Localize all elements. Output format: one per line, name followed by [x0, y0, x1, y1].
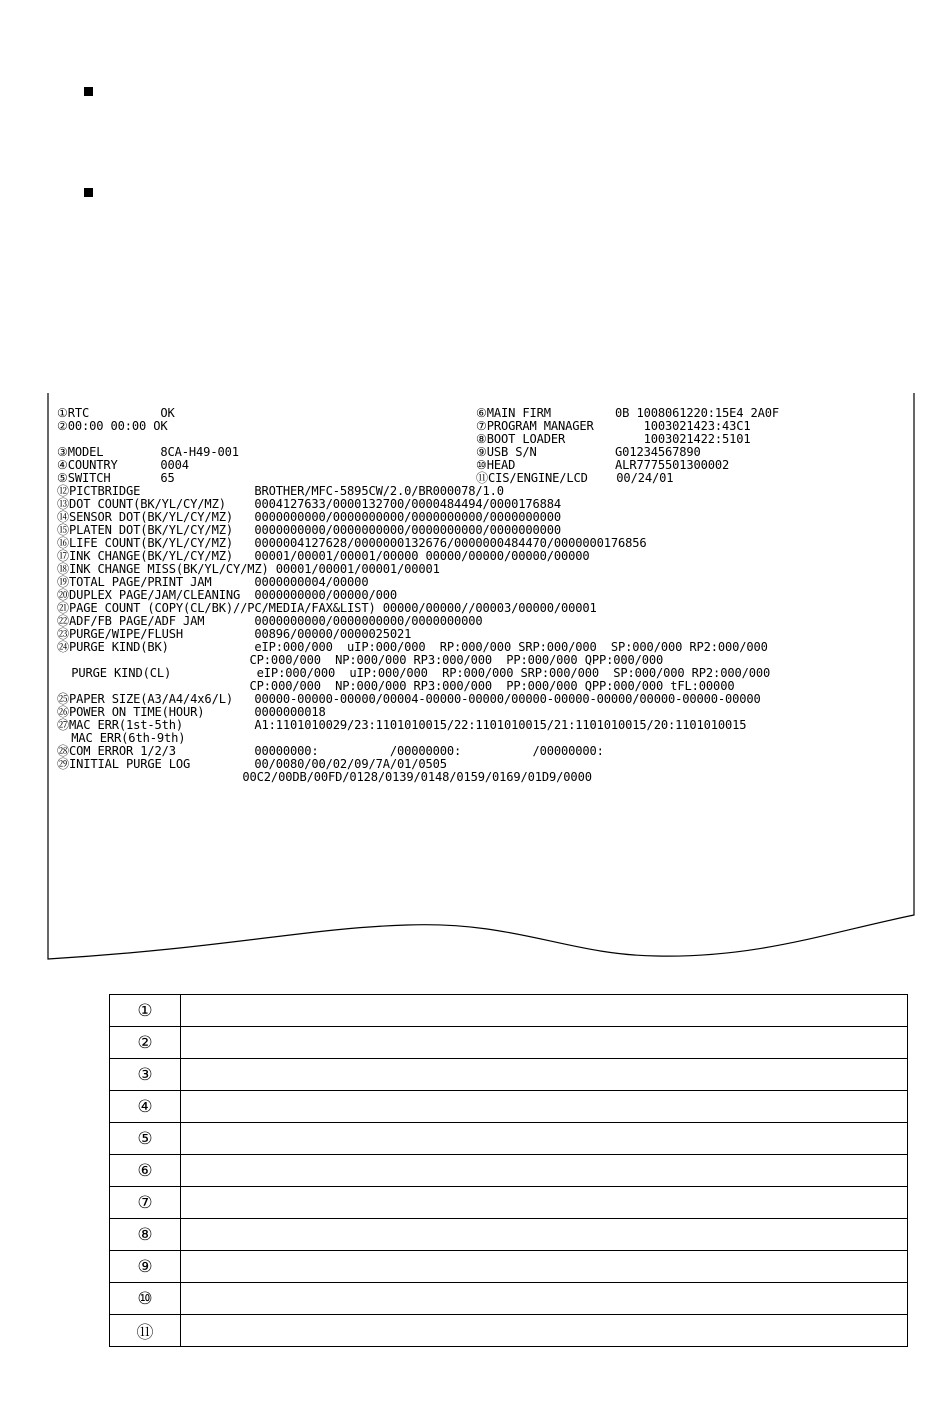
report-line: ㉖POWER ON TIME(HOUR) 0000000018	[57, 705, 326, 719]
report-line: ②00:00 00:00 OK	[57, 419, 168, 433]
legend-description	[181, 1219, 908, 1251]
legend-row	[110, 1315, 908, 1347]
report-line: CP:000/000 NP:000/000 RP3:000/000 PP:000/000 QPP:000/000	[57, 653, 664, 667]
legend-description	[181, 995, 908, 1027]
report-line: CP:000/000 NP:000/000 RP3:000/000 PP:000/000 QPP:000/000 tFL:00000	[57, 679, 735, 693]
legend-row	[110, 1155, 908, 1187]
report-line: 00C2/00DB/00FD/0128/0139/0148/0159/0169/01D9/0000	[57, 770, 592, 784]
legend-description	[181, 1155, 908, 1187]
report-line: ③MODEL 8CA-H49-001	[57, 445, 239, 459]
legend-description	[181, 1187, 908, 1219]
legend-row	[110, 1027, 908, 1059]
maintenance-report-text	[47, 393, 915, 961]
report-line: ⑯LIFE COUNT(BK/YL/CY/MZ) 0000004127628/0000000132676/0000000484470/0000000176856	[57, 536, 647, 550]
report-line: ⑮PLATEN DOT(BK/YL/CY/MZ) 0000000000/0000000000/0000000000/0000000000	[57, 523, 561, 537]
printout-sheet	[47, 393, 915, 961]
report-line: ⑰INK CHANGE(BK/YL/CY/MZ) 00001/00001/00001/00000 00000/00000/00000/00000	[57, 549, 590, 563]
report-line: PURGE KIND(CL) eIP:000/000 uIP:000/000 RP:000/000 SRP:000/000 SP:000/000 RP2:000/000	[57, 666, 771, 680]
legend-row	[110, 1059, 908, 1091]
legend-description	[181, 1283, 908, 1315]
report-line: ㉓PURGE/WIPE/FLUSH 00896/00000/0000025021	[57, 627, 412, 641]
report-line: ⑳DUPLEX PAGE/JAM/CLEANING 0000000000/00000/000	[57, 588, 397, 602]
report-line: ㉔PURGE KIND(BK) eIP:000/000 uIP:000/000 RP:000/000 SRP:000/000 SP:000/000 RP2:000/000	[57, 640, 768, 654]
legend-number: ①	[110, 995, 181, 1027]
legend-number: ⑦	[110, 1187, 181, 1219]
report-line: ㉑PAGE COUNT (COPY(CL/BK)//PC/MEDIA/FAX&LIST) 00000/00000//00003/00000/00001	[57, 601, 597, 615]
legend-number: ⑧	[110, 1219, 181, 1251]
legend-row	[110, 1187, 908, 1219]
legend-row	[110, 1091, 908, 1123]
report-line: ④COUNTRY 0004	[57, 458, 189, 472]
legend-number: ⑨	[110, 1251, 181, 1283]
legend-row	[110, 995, 908, 1027]
legend-description	[181, 1027, 908, 1059]
report-line: ⑦PROGRAM MANAGER 1003021423:43C1	[476, 419, 751, 433]
report-line: ㉘COM ERROR 1/2/3 00000000: /00000000: /00000000:	[57, 744, 604, 758]
bullet-marker-2	[84, 188, 93, 197]
legend-number: ③	[110, 1059, 181, 1091]
report-line: ⑬DOT COUNT(BK/YL/CY/MZ) 0004127633/0000132700/0000484494/0000176884	[57, 497, 561, 511]
report-line: ⑱INK CHANGE MISS(BK/YL/CY/MZ) 00001/00001/00001/00001	[57, 562, 440, 576]
legend-description	[181, 1123, 908, 1155]
legend-description	[181, 1315, 908, 1347]
report-line: ⑫PICTBRIDGE BROTHER/MFC-5895CW/2.0/BR000078/1.0	[57, 484, 504, 498]
legend-table	[109, 994, 908, 1347]
report-line: ㉕PAPER SIZE(A3/A4/4x6/L) 00000-00000-00000/00004-00000-00000/00000-00000-00000/00000-00000-00000	[57, 692, 761, 706]
report-line: ⑨USB S/N G01234567890	[476, 445, 701, 459]
legend-number: ⑪	[110, 1315, 181, 1347]
report-line: ㉙INITIAL PURGE LOG 00/0080/00/02/09/7A/01/0505	[57, 757, 447, 771]
report-line: ⑥MAIN FIRM 0B 1008061220:15E4 2A0F	[476, 406, 780, 420]
legend-description	[181, 1059, 908, 1091]
legend-number: ⑤	[110, 1123, 181, 1155]
legend-description	[181, 1251, 908, 1283]
report-line: ①RTC OK	[57, 406, 175, 420]
legend-description	[181, 1091, 908, 1123]
report-line: ⑧BOOT LOADER 1003021422:5101	[476, 432, 751, 446]
bullet-marker-1	[84, 87, 93, 96]
report-line: ⑲TOTAL PAGE/PRINT JAM 0000000004/00000	[57, 575, 369, 589]
legend-row	[110, 1219, 908, 1251]
report-line: ㉒ADF/FB PAGE/ADF JAM 0000000000/0000000000/0000000000	[57, 614, 483, 628]
legend-number: ④	[110, 1091, 181, 1123]
legend-number: ②	[110, 1027, 181, 1059]
legend-row	[110, 1123, 908, 1155]
report-line: ⑤SWITCH 65	[57, 471, 175, 485]
report-line: MAC ERR(6th-9th)	[57, 731, 186, 745]
report-line: ⑪CIS/ENGINE/LCD 00/24/01	[476, 471, 674, 485]
legend-row	[110, 1251, 908, 1283]
legend-number: ⑩	[110, 1283, 181, 1315]
legend-row	[110, 1283, 908, 1315]
legend-number: ⑥	[110, 1155, 181, 1187]
report-line: ⑩HEAD ALR7775501300002	[476, 458, 730, 472]
report-line: ㉗MAC ERR(1st-5th) A1:1101010029/23:1101010015/22:1101010015/21:1101010015/20:1101010015	[57, 718, 747, 732]
report-line: ⑭SENSOR DOT(BK/YL/CY/MZ) 0000000000/0000000000/0000000000/0000000000	[57, 510, 561, 524]
